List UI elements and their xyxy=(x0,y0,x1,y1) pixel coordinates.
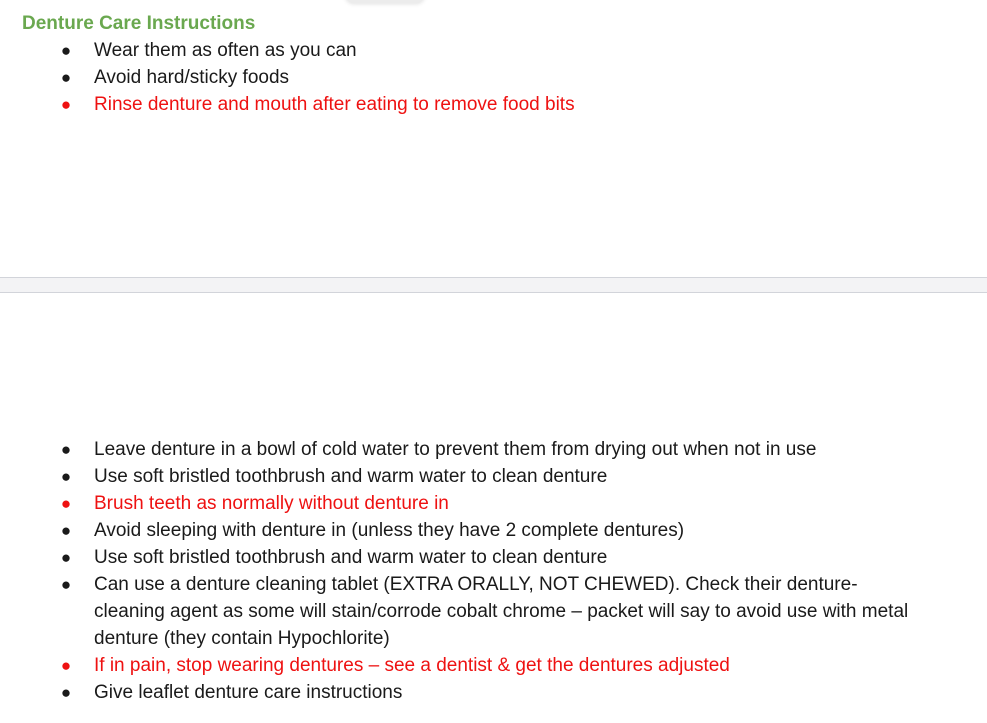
list-item-text: If in pain, stop wearing dentures – see a dentist & get the dentures adjusted xyxy=(94,655,730,676)
list-item-text: Give leaflet denture care instructions xyxy=(94,682,403,703)
list-item xyxy=(0,64,914,91)
bullet-list-bottom xyxy=(0,436,914,706)
list-item-text: Use soft bristled toothbrush and warm water to clean denture xyxy=(94,466,608,487)
list-item xyxy=(0,652,914,679)
bullet-icon: ● xyxy=(60,41,72,60)
list-item-text: Brush teeth as normally without denture in xyxy=(94,493,449,514)
list-item xyxy=(0,91,914,118)
bullet-icon: ● xyxy=(60,683,72,702)
bullet-icon: ● xyxy=(60,521,72,540)
page-break xyxy=(0,277,987,293)
list-item-text: Rinse denture and mouth after eating to remove food bits xyxy=(94,94,575,115)
list-item-text: Use soft bristled toothbrush and warm water to clean denture xyxy=(94,547,608,568)
window-tab-shadow xyxy=(345,0,425,3)
list-item xyxy=(0,517,914,544)
list-item xyxy=(0,463,914,490)
list-item-text: Can use a denture cleaning tablet (EXTRA ORALLY, NOT CHEWED). Check their denture-cleaning agent as some will stain/corrode cobalt chrome – packet will say to avoid use with metal denture (they contain Hypochlorite) xyxy=(94,574,909,649)
list-item xyxy=(0,490,914,517)
bullet-icon: ● xyxy=(60,575,72,594)
list-item-text: Wear them as often as you can xyxy=(94,40,357,61)
list-item-text: Avoid hard/sticky foods xyxy=(94,67,290,88)
bullet-icon: ● xyxy=(60,440,72,459)
bullet-icon: ● xyxy=(60,548,72,567)
list-item-text: Leave denture in a bowl of cold water to prevent them from drying out when not in use xyxy=(94,439,817,460)
list-item xyxy=(0,436,914,463)
bullet-icon: ● xyxy=(60,656,72,675)
bullet-icon: ● xyxy=(60,467,72,486)
list-item xyxy=(0,37,914,64)
bullet-list-top xyxy=(0,37,914,118)
list-item-text: Avoid sleeping with denture in (unless they have 2 complete dentures) xyxy=(94,520,685,541)
document-heading: Denture Care Instructions xyxy=(22,13,256,34)
list-item xyxy=(0,679,914,706)
bullet-icon: ● xyxy=(60,494,72,513)
list-item xyxy=(0,571,914,652)
list-item xyxy=(0,544,914,571)
bullet-icon: ● xyxy=(60,68,72,87)
bullet-icon: ● xyxy=(60,95,72,114)
